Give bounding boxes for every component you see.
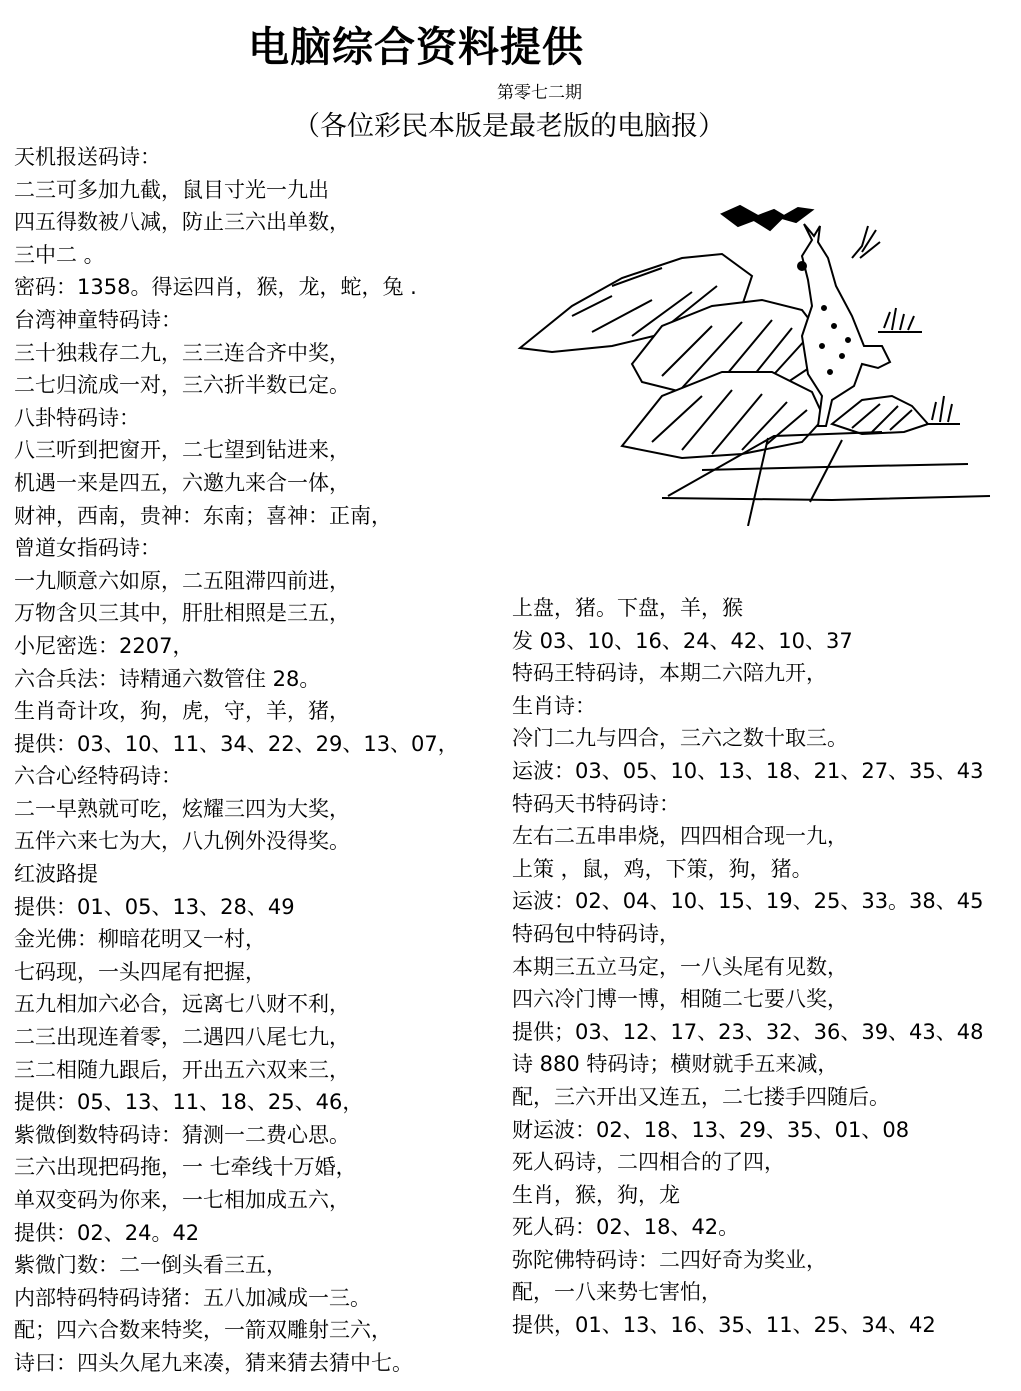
text-line: 提供：03、10、11、34、22、29、13、07，: [14, 731, 459, 756]
text-line: 提供：01、05、13、28、49: [14, 894, 295, 919]
text-line: 上策 ，鼠，鸡，下策，狗，猪。: [512, 856, 813, 881]
text-line: 二一早熟就可吃，炫耀三四为大奖，: [14, 796, 350, 821]
text-line: 特码天书特码诗：: [512, 791, 680, 816]
text-line: 曾道女指码诗：: [14, 536, 161, 561]
text-line: 二七归流成一对，三六折半数已定。: [14, 373, 350, 398]
deer-rocks-bat-icon: [512, 196, 1008, 526]
text-line: 六合心经特码诗：: [14, 764, 182, 789]
text-line: 紫微门数：二一倒头看三五，: [14, 1253, 287, 1278]
text-line: 金光佛：柳暗花明又一村，: [14, 927, 266, 952]
text-line: 天机报送码诗：: [14, 145, 161, 169]
text-line: 死人码：02、18、42。: [512, 1215, 740, 1240]
text-line: 七码现，一头四尾有把握，: [14, 959, 266, 984]
text-line: 生肖诗：: [512, 693, 596, 718]
text-line: 提供；03、12、17、23、32、36、39、43、48: [512, 1019, 984, 1044]
text-line: 三六出现把码拖，一 七牵线十万婚，: [14, 1155, 357, 1180]
text-line: 单双变码为你来，一七相加成五六，: [14, 1188, 350, 1212]
text-line: 五九相加六必合，远离七八财不利，: [14, 992, 350, 1017]
text-line: 本期三五立马定，一八头尾有见数，: [512, 954, 848, 979]
text-line: 生肖奇计攻，狗，虎，守，羊，猪，: [14, 699, 350, 724]
text-line: 八卦特码诗：: [14, 405, 140, 430]
text-line: 一九顺意六如原，二五阻滞四前进，: [14, 568, 350, 593]
text-line: 红波路提: [14, 862, 98, 887]
text-line: 特码包中特码诗，: [512, 921, 680, 946]
text-line: 诗 880 特码诗；横财就手五来减，: [512, 1052, 839, 1077]
text-line: 死人码诗，二四相合的了四，: [512, 1150, 785, 1175]
left-column: [14, 141, 504, 1380]
text-line: 小尼密选：2207，: [14, 633, 194, 658]
issue-number: 第零七二期: [497, 83, 582, 103]
text-line: 发 03、10、16、24、42、10、37: [512, 628, 853, 653]
text-line: 提供，01、13、16、35、11、25、34、42: [512, 1313, 936, 1338]
text-line: 八三听到把窗开，二七望到钻进来，: [14, 438, 350, 463]
text-line: 生肖，猴，狗，龙: [512, 1182, 680, 1207]
text-line: 上盘，猪。下盘，羊，猴: [512, 596, 743, 620]
text-line: 五伴六来七为大，八九例外没得奖。: [14, 829, 350, 854]
text-line: 提供：02、24。42: [14, 1220, 200, 1245]
text-line: 万物含贝三其中，肝肚相照是三五，: [14, 601, 350, 626]
text-line: 运波：03、05、10、13、18、21、27、35、43: [512, 758, 984, 783]
text-line: 四五得数被八减，防止三六出单数，: [14, 210, 350, 235]
text-line: 六合兵法：诗精通六数管住 28。: [14, 666, 321, 691]
text-line: 诗曰：四头久尾九来凑，猜来猜去猜中七。: [14, 1350, 413, 1375]
text-line: 机遇一来是四五，六邀九来合一体，: [14, 470, 350, 495]
text-line: 冷门二九与四合，三六之数十取三。: [512, 726, 848, 751]
text-line: 二三出现连着零，二遇四八尾七九，: [14, 1025, 350, 1050]
text-line: 配，一八来势七害怕，: [512, 1280, 722, 1305]
text-line: 财神，西南，贵神：东南；喜神：正南，: [14, 503, 392, 528]
text-line: 财运波：02、18、13、29、35、01、08: [512, 1117, 910, 1142]
page-title: 电脑综合资料提供: [248, 23, 584, 71]
text-line: 提供：05、13、11、18、25、46，: [14, 1090, 364, 1115]
text-line: 左右二五串串烧，四四相合现一九，: [512, 824, 848, 849]
right-column: [512, 592, 1012, 1342]
text-line: 弥陀佛特码诗：二四好奇为奖业，: [512, 1247, 827, 1272]
text-line: 紫微倒数特码诗：猜测一二费心思。: [14, 1122, 350, 1147]
text-line: 四六冷门博一博，相随二七要八奖，: [512, 987, 848, 1012]
text-line: 运波：02、04、10、15、19、25、33。38、45: [512, 889, 984, 914]
text-line: 三中二 。: [14, 242, 105, 267]
text-line: 三二相随九跟后，开出五六双来三，: [14, 1057, 350, 1082]
text-line: 二三可多加九截，鼠目寸光一九出: [14, 177, 329, 202]
text-line: 配；四六合数来特奖，一箭双雕射三六，: [14, 1318, 392, 1343]
text-line: 内部特码特码诗猪：五八加减成一三。: [14, 1285, 371, 1310]
text-line: 三十独栽存二九，三三连合齐中奖，: [14, 340, 350, 365]
page-subtitle: （各位彩民本版是最老版的电脑报）: [293, 111, 725, 142]
text-line: 特码王特码诗，本期二六陪九开，: [512, 661, 827, 686]
text-line: 密码：1358。得运四肖，猴，龙，蛇，兔 .: [14, 275, 417, 300]
text-line: 配，三六开出又连五，二七搂手四随后。: [512, 1084, 890, 1109]
text-line: 台湾神童特码诗：: [14, 307, 182, 332]
